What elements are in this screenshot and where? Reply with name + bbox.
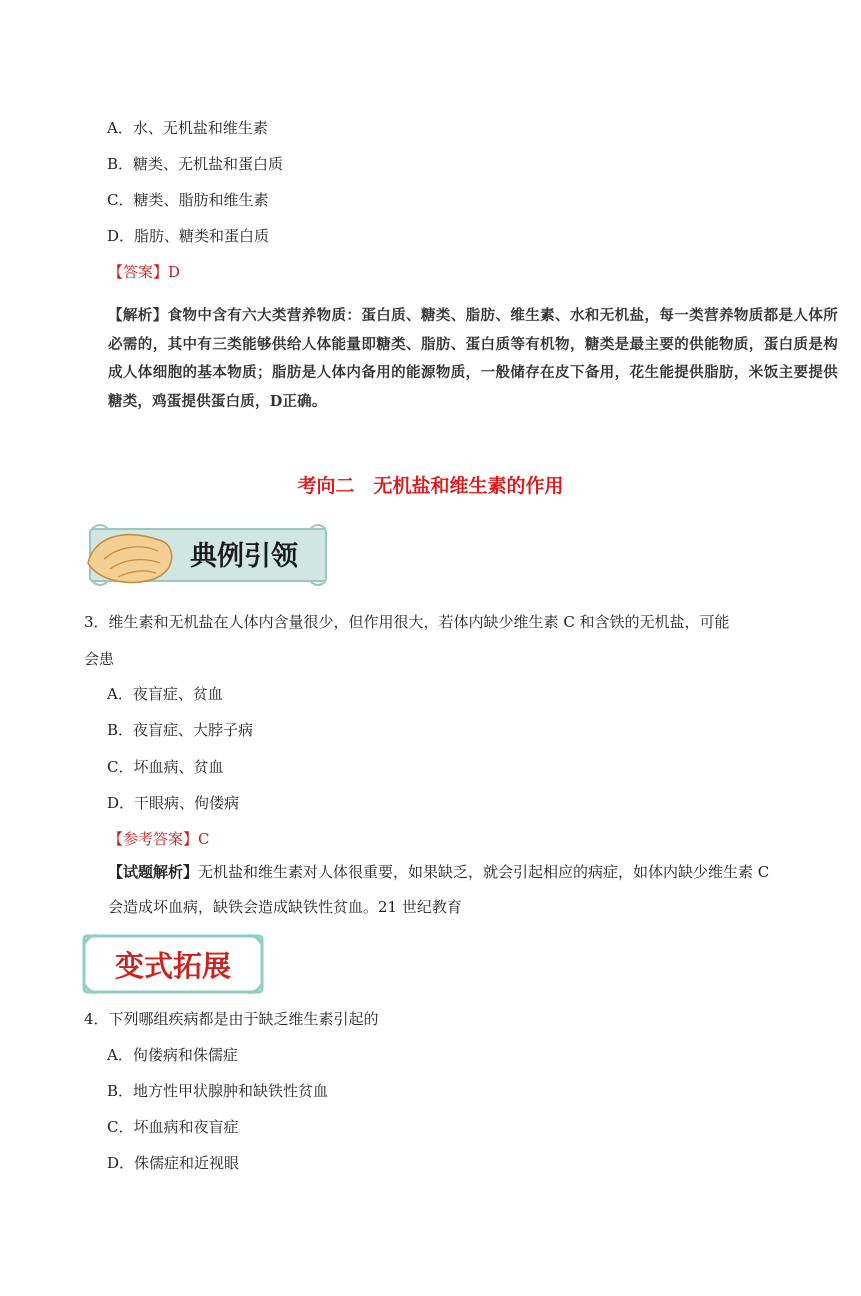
q4-option-c: C．坏血病和夜盲症	[107, 1118, 239, 1136]
q3-explanation-label: 【试题解析】	[108, 863, 199, 881]
q4-option-a: A．佝偻病和侏儒症	[107, 1046, 238, 1064]
section-title: 考向二 无机盐和维生素的作用	[297, 475, 564, 497]
q3-explanation-text: 无机盐和维生素对人体很重要，如果缺乏，就会引起相应的病症，如体内缺少维生素 C 会造成坏血病，缺铁会造成缺铁性贫血。21 世纪教育	[108, 863, 770, 916]
q2-option-a: A．水、无机盐和维生素	[107, 119, 268, 137]
q3-option-b: B．夜盲症、大脖子病	[107, 721, 254, 739]
q2-option-b: B．糖类、无机盐和蛋白质	[107, 155, 284, 173]
q2-option-d: D．脂肪、糖类和蛋白质	[107, 227, 270, 245]
q3-option-a: A．夜盲症、贫血	[107, 685, 223, 703]
q2-answer	[108, 262, 180, 282]
q3-explanation	[108, 855, 788, 925]
q2-option-c: C．糖类、脂肪和维生素	[107, 191, 269, 209]
banner1-text: 典例引领	[190, 541, 298, 572]
q4-option-d: D．侏儒症和近视眼	[107, 1154, 240, 1172]
q3-answer-label: 【参考答案】	[108, 830, 199, 848]
q3-stem-line2: 会患	[84, 650, 115, 668]
q3-answer-value: C	[198, 830, 210, 848]
q2-explanation-text: 食物中含有六大类营养物质：蛋白质、糖类、脂肪、维生素、水和无机盐，每一类营养物质都是人体所必需的，其中有三类能够供给人体能量即糖类、脂肪、蛋白质等有机物，糖类是最主要的供能物质，蛋白质是构成人体细胞的基本物质；脂肪是人体内备用的能源物质，一般储存在皮下备用，花生能提供脂肪，米饭主要提供糖类，鸡蛋提供蛋白质，D正确。	[108, 307, 838, 410]
variant-extension-banner	[80, 930, 266, 998]
typical-example-banner	[84, 519, 334, 591]
q2-explanation-label: 【解析】	[108, 307, 168, 324]
q3-stem-line1: 3．维生素和无机盐在人体内含量很少，但作用很大，若体内缺少维生素 C 和含铁的无机盐，可能	[84, 613, 730, 631]
q3-option-c: C．坏血病、贫血	[107, 758, 224, 776]
q4-option-b: B．地方性甲状腺肿和缺铁性贫血	[107, 1082, 329, 1100]
q3-answer	[108, 829, 210, 849]
q2-answer-label: 【答案】	[108, 263, 169, 281]
banner2-text: 变式拓展	[114, 949, 232, 983]
q3-option-d: D．干眼病、佝偻病	[107, 794, 240, 812]
q2-answer-value: D	[168, 263, 181, 281]
q4-stem: 4．下列哪组疾病都是由于缺乏维生素引起的	[84, 1010, 379, 1028]
q2-explanation	[108, 302, 838, 416]
